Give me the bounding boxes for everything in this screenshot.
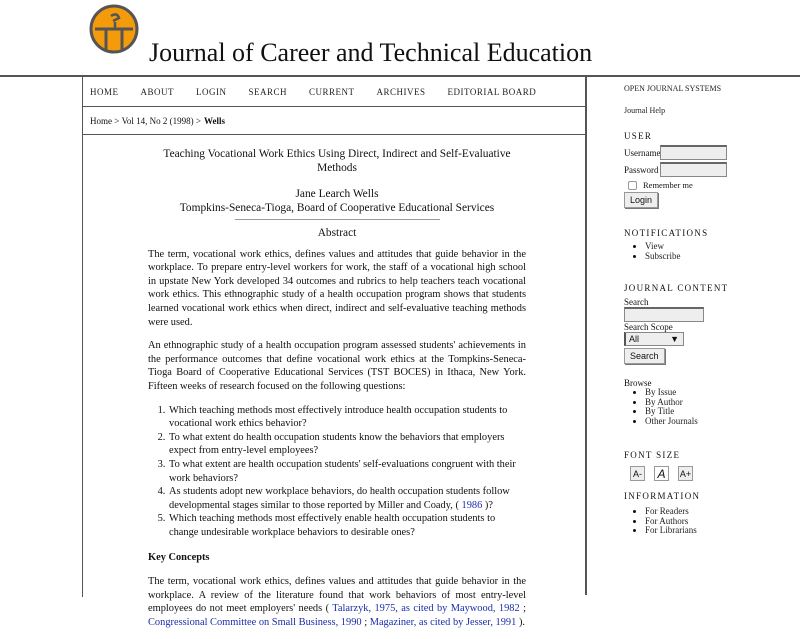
abstract-paragraph: The term, vocational work ethics, defines values and attitudes that guide behavior in the workplace. To prepare entry-level workers for work, the staff of a vocational high school in upstate New York developed 34 outcomes and rubrics to help teachers teach vocational work ethics. This ethnographic study of a health occupation program shows that students learned vocational work ethics when direct, indirect and self-evaluative teaching methods were used. <box>148 248 526 328</box>
browse-by-issue-link[interactable]: By Issue <box>645 387 677 398</box>
divider <box>235 219 440 220</box>
citation-link[interactable]: 1986 <box>461 499 483 511</box>
question-item: 5. Which teaching methods most effectively enable health occupation students to change undesirable workplace behaviors to desirable ones? <box>168 512 526 539</box>
paragraph-end: ). <box>518 616 525 628</box>
user-heading: USER <box>624 131 653 141</box>
question-item: 2. To what extent do health occupation students know the behaviors that employers expect from entry-level employees? <box>168 431 526 458</box>
for-readers-link[interactable]: For Readers <box>645 506 689 517</box>
question-item: 3. To what extent are health occupation students' self-evaluations congruent with their work behaviors? <box>168 458 526 485</box>
nav-search[interactable]: SEARCH <box>248 86 288 97</box>
search-scope-label: Search Scope <box>624 322 673 333</box>
breadcrumb-issue[interactable]: Vol 14, No 2 (1998) <box>121 115 194 126</box>
sidebar <box>624 84 794 536</box>
font-larger-icon[interactable]: A+ <box>678 466 693 481</box>
login-button[interactable]: Login <box>624 192 658 208</box>
article-author: Jane Learch Wells <box>295 188 379 200</box>
search-scope-value: All <box>629 334 640 345</box>
research-questions <box>148 404 526 540</box>
journal-title: Journal of Career and Technical Education <box>149 38 593 67</box>
question-text-end: )? <box>484 499 493 511</box>
information-heading: INFORMATION <box>624 491 701 502</box>
search-scope-select[interactable] <box>624 332 684 346</box>
breadcrumb <box>83 107 586 135</box>
notifications-view-link[interactable]: View <box>645 241 664 252</box>
username-label: Username <box>624 147 661 158</box>
journal-logo[interactable] <box>89 4 139 54</box>
question-item: 1. Which teaching methods most effectively introduce health occupation students to vocational work ethics behavior? <box>168 404 526 431</box>
notifications-heading: NOTIFICATIONS <box>624 228 709 239</box>
username-input[interactable] <box>660 145 727 160</box>
nav-bar <box>83 77 586 107</box>
for-librarians-link[interactable]: For Librarians <box>645 525 697 536</box>
browse-by-author-link[interactable]: By Author <box>645 396 683 407</box>
breadcrumb-current: Wells <box>204 115 226 126</box>
for-authors-link[interactable]: For Authors <box>645 515 689 526</box>
browse-by-title-link[interactable]: By Title <box>645 406 675 417</box>
search-label: Search <box>624 297 649 308</box>
article-affiliation: Tompkins-Seneca-Tioga, Board of Cooperative Educational Services <box>179 202 495 214</box>
password-input[interactable] <box>660 162 727 177</box>
nav-editorial-board[interactable]: EDITORIAL BOARD <box>447 86 537 97</box>
remember-checkbox[interactable] <box>628 181 637 190</box>
search-button[interactable]: Search <box>624 348 665 364</box>
citation-link[interactable]: Magaziner, as cited by Jesser, 1991 <box>369 616 517 628</box>
citation-link[interactable]: Congressional Committee on Small Business, 1990 <box>148 616 362 628</box>
nav-archives[interactable]: ARCHIVES <box>376 86 426 97</box>
question-item <box>168 485 526 512</box>
search-input[interactable] <box>624 307 704 322</box>
journal-help-link[interactable]: Journal Help <box>624 106 666 115</box>
font-size-heading: FONT SIZE <box>624 450 681 461</box>
font-default-icon[interactable]: A <box>654 466 669 481</box>
key-concepts-paragraph <box>148 575 526 629</box>
browse-label: Browse <box>624 378 652 389</box>
breadcrumb-home[interactable]: Home <box>90 115 112 126</box>
notifications-subscribe-link[interactable]: Subscribe <box>645 250 681 261</box>
separator: ; <box>523 603 526 615</box>
breadcrumb-sep: > <box>195 115 201 126</box>
nav-about[interactable]: ABOUT <box>140 86 174 97</box>
main-content <box>82 77 586 628</box>
article <box>148 147 526 639</box>
ojs-link[interactable]: OPEN JOURNAL SYSTEMS <box>624 84 722 93</box>
password-label: Password <box>624 164 659 175</box>
question-text: As students adopt new workplace behaviors, do health occupation students follow developmental stages similar to those reported by Miller and Coady, ( <box>169 486 510 511</box>
nav-login[interactable]: LOGIN <box>196 86 227 97</box>
paragraph-text: The term, vocational work ethics, defines values and attitudes that guide behavior in the workplace. A review of the literature found that work behaviors of most entry-level employees do not meet employers' needs ( <box>148 576 526 615</box>
font-smaller-icon[interactable]: A- <box>630 466 645 481</box>
abstract-paragraph: An ethnographic study of a health occupation program assessed students' achievements in the performance outcomes that define vocational work ethics at the Tompkins-Seneca-Tioga Board of Cooperative Educational Services (TST BOCES) in Ithaca, New York. Fifteen weeks of research focused on the following questions: <box>148 340 526 392</box>
other-journals-link[interactable]: Other Journals <box>645 415 698 426</box>
abstract-heading: Abstract <box>317 227 357 239</box>
nav-home[interactable]: HOME <box>90 86 119 97</box>
key-concepts-heading: Key Concepts <box>148 552 210 564</box>
article-title: Teaching Vocational Work Ethics Using Direct, Indirect and Self-Evaluative Methods <box>163 148 511 174</box>
citation-link[interactable]: Talarzyk, 1975, as cited by Maywood, 1982 <box>332 603 520 615</box>
breadcrumb-sep: > <box>114 115 120 126</box>
dropdown-arrow-icon: ▼ <box>670 334 679 345</box>
separator: ; <box>364 616 368 628</box>
journal-content-heading: JOURNAL CONTENT <box>624 283 729 294</box>
remember-label: Remember me <box>643 180 693 190</box>
nav-current[interactable]: CURRENT <box>309 86 355 97</box>
